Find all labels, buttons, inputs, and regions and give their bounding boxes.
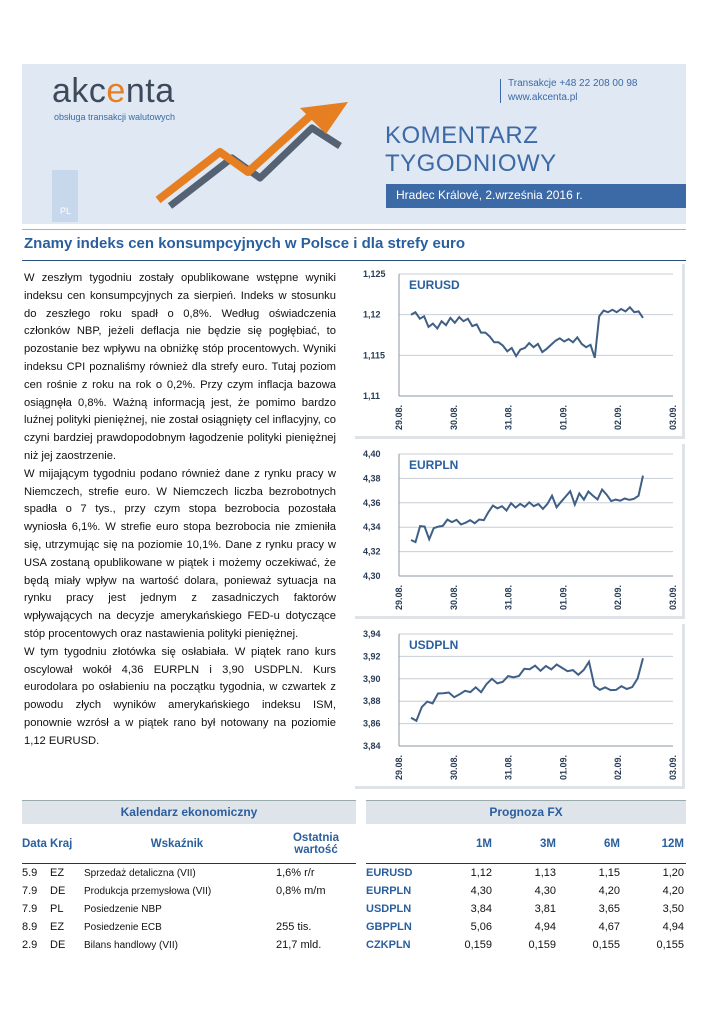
forecast-value: 0,159 [464,939,492,951]
logo-tagline: obsługa transakcji walutowych [54,112,176,122]
series-line [411,476,643,542]
location-date: Hradec Králové, 2.września 2016 r. [386,184,686,208]
y-tick-label: 3,88 [363,696,381,707]
x-tick-label: 02.09. [613,404,624,430]
row-country: DE [50,939,66,951]
forecast-table [366,824,686,954]
header-12m: 12M [661,837,684,850]
forecast-value: 3,50 [662,903,684,915]
x-tick-label: 31.08. [503,584,514,610]
forecast-value: 4,20 [662,885,684,897]
forecast-row [366,900,686,918]
series-line [411,658,643,721]
x-tick-label: 31.08. [503,404,514,430]
paragraph-1: W zeszłym tygodniu zostały opublikowane wstępne wyniki indeksu cen konsumpcyjnych za sierpień. Indeks w stosunku do zeszłego roku spadł o 0,8%. Według oświadczenia członków NBP, jeżeli deflacja nie będzie się pogłębiać, to pozostanie bez wpływu na obniżkę stóp procentowych. Wyniki indeksu CPI poznaliśmy również dla strefy euro. Tutaj poziom cen rośnie z roku na rok o 0,2%. Przy czym inflacja bazowa osiągnęła 0,8%. Ważną informacją jest, że pomimo bardzo luźnej polityki pieniężnej, nie został osiągnięty cel inflacyjny, co czyni bardziej prawdopodobnym łagodzenie polityki pieniężnej niż jej zaostrzenie. [24,272,336,462]
y-tick-label: 3,86 [363,718,381,729]
x-tick-label: 03.09. [668,404,678,430]
row-country: DE [50,885,66,897]
header-6m: 6M [604,837,620,850]
x-tick-label: 01.09. [558,754,569,780]
chart-usdpln [355,624,685,789]
forecast-value: 4,30 [470,885,492,897]
x-tick-label: 01.09. [558,584,569,610]
forecast-value: 4,67 [598,921,620,933]
y-tick-label: 4,34 [363,522,381,533]
forecast-pair: EURPLN [366,885,412,897]
forecast-header-row [366,824,686,864]
title-line2: TYGODNIOWY [385,150,557,177]
calendar-row [22,882,356,900]
header-3m: 3M [540,837,556,850]
row-country: PL [50,903,64,915]
row-country: EZ [50,867,65,879]
header-country: Kraj [50,837,73,850]
header-last-value: Ostatnia wartość [292,831,339,856]
x-tick-label: 02.09. [613,754,624,780]
row-date: 7.9 [22,903,38,915]
forecast-row [366,864,686,882]
akcenta-logo: akcenta [52,72,175,110]
calendar-row [22,936,356,954]
forecast-value: 3,81 [534,903,556,915]
growth-arrow-icon [150,100,360,210]
x-tick-label: 29.08. [394,754,404,780]
x-tick-label: 03.09. [668,754,678,780]
y-tick-label: 3,90 [363,673,381,684]
paragraph-3: W tym tygodniu złotówka się osłabiała. W piątek rano kurs oscylował wokół 4,36 EURPLN i 3,90 USDPLN. Kurs eurodolara po osłabieniu na początku tygodnia, w czwartek z powodu złych wyników amerykańskiego indeksu ISM, ponownie wzrósł a w piątek rano był notowany na poziomie 1,12 EURUSD. [24,645,336,747]
calendar-row [22,864,356,882]
x-tick-label: 30.08. [448,404,459,430]
headline: Znamy indeks cen konsumpcyjnych w Polsce i dla strefy euro [24,235,465,252]
row-indicator: Posiedzenie NBP [84,903,162,915]
row-date: 7.9 [22,885,38,897]
chart-title: EURPLN [409,458,459,472]
y-tick-label: 4,30 [363,571,381,581]
row-indicator: Bilans handlowy (VII) [84,939,178,951]
forecast-value: 1,13 [534,867,556,879]
x-tick-label: 29.08. [394,404,404,430]
row-date: 2.9 [22,939,38,951]
contact-divider [500,79,501,103]
forecast-row [366,936,686,954]
forecast-value: 4,30 [534,885,556,897]
y-tick-label: 4,32 [363,546,381,557]
row-last-value: 21,7 mld. [276,939,322,951]
forecast-value: 1,15 [598,867,620,879]
forecast-pair: EURUSD [366,867,413,879]
y-tick-label: 1,115 [363,350,386,361]
x-tick-label: 30.08. [448,584,459,610]
contact-phone: Transakcje +48 22 208 00 98 [508,78,638,89]
calendar-header-row [22,824,356,864]
forecast-value: 4,20 [598,885,620,897]
article-body [24,270,336,751]
row-date: 5.9 [22,867,38,879]
calendar-table [22,824,356,954]
row-last-value: 0,8% m/m [276,885,326,897]
calendar-title: Kalendarz ekonomiczny [22,800,356,824]
x-tick-label: 30.08. [448,754,459,780]
forecast-pair: GBPPLN [366,921,412,933]
row-indicator: Posiedzenie ECB [84,921,162,933]
contact-website[interactable]: www.akcenta.pl [508,92,578,103]
x-tick-label: 29.08. [394,584,404,610]
row-country: EZ [50,921,65,933]
x-tick-label: 01.09. [558,404,569,430]
y-tick-label: 4,38 [363,473,381,484]
header-indicator: Wskaźnik [150,837,204,850]
row-indicator: Sprzedaż detaliczna (VII) [84,867,196,879]
calendar-row [22,918,356,936]
headline-top-rule [22,229,686,230]
y-tick-label: 4,36 [363,497,381,508]
forecast-value: 5,06 [470,921,492,933]
y-tick-label: 1,125 [363,269,386,279]
forecast-value: 1,12 [470,867,492,879]
forecast-title: Prognoza FX [366,800,686,824]
y-tick-label: 1,12 [363,309,381,320]
forecast-value: 0,155 [656,939,684,951]
forecast-value: 0,155 [592,939,620,951]
paragraph-2: W mijającym tygodniu podano również dane z rynku pracy w Niemczech, strefie euro. W Niemczech liczba bezrobotnych spadła o 7 tys., przy czym stopa bezrobocia pozostała wyniosła 6,1%. W strefie euro stopa bezrobocia nie zmieniła się, utrzymując się na poziomie 10,1%. Dane z rynku pracy w USA zostaną opublikowane w piątek i możemy oczekiwać, że będą miały wpływ na wartość dolara, ponieważ sytuacja na rynku pracy jest jednym z zasadniczych faktorów wpływających na decyzje amerykańskiego FED-u dotyczące stóp procentowych oraz nastawienia polityki pieniężnej. [24,467,336,640]
row-last-value: 255 tis. [276,921,312,933]
chart-eurpln [355,444,685,619]
forecast-value: 4,94 [662,921,684,933]
row-indicator: Produkcja przemysłowa (VII) [84,885,212,897]
x-tick-label: 02.09. [613,584,624,610]
x-tick-label: 03.09. [668,584,678,610]
chart-eurusd [355,264,685,439]
y-tick-label: 3,84 [363,741,381,751]
y-tick-label: 4,40 [363,449,381,459]
chart-title: EURUSD [409,278,460,292]
language-label: PL [60,206,72,216]
y-tick-label: 3,92 [363,651,381,662]
forecast-value: 0,159 [528,939,556,951]
forecast-value: 1,20 [662,867,684,879]
headline-bottom-rule [22,260,686,261]
row-date: 8.9 [22,921,38,933]
x-tick-label: 31.08. [503,754,514,780]
header-date: Data [22,837,47,850]
forecast-pair: CZKPLN [366,939,411,951]
forecast-row [366,918,686,936]
forecast-value: 4,94 [534,921,556,933]
header-1m: 1M [476,837,492,850]
y-tick-label: 1,11 [363,391,381,401]
forecast-row [366,882,686,900]
title-line1: KOMENTARZ [385,122,539,149]
forecast-value: 3,65 [598,903,620,915]
calendar-row [22,900,356,918]
row-last-value: 1,6% r/r [276,867,315,879]
forecast-value: 3,84 [470,903,492,915]
forecast-pair: USDPLN [366,903,412,915]
y-tick-label: 3,94 [363,629,381,639]
chart-title: USDPLN [409,638,459,652]
